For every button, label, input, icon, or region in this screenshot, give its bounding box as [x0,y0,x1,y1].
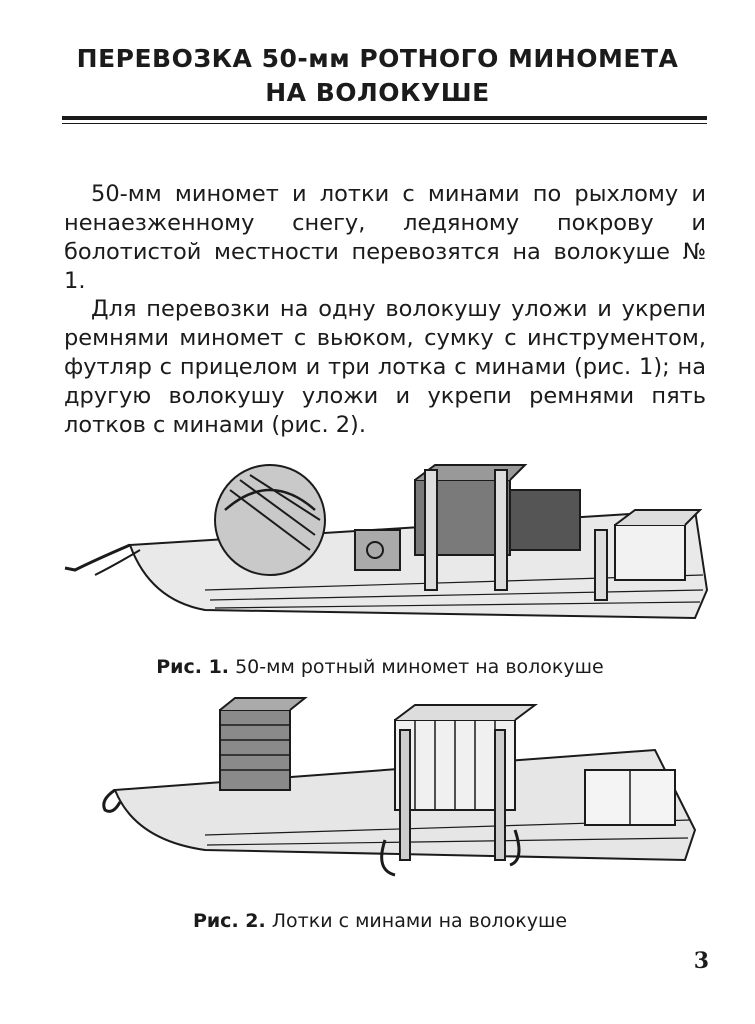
figure-2-label: Рис. 2. [192,910,266,932]
figure-2-caption-text: Лотки с минами на волокуше [271,910,568,932]
figure-1-caption [60,656,700,678]
title-rule-thick [62,116,707,120]
figure-2-caption [60,910,700,932]
body-paragraph-2: Для перевозки на одну волокушу уложи и укрепи ремнями миномет с вьюком, сумку с инструментом, футляр с прицелом и три лотка с минами (рис. 1); на другую волокушу уложи и укрепи ремнями пять лотков с минами (рис. 2). [64,296,706,438]
body-paragraph-1: 50-мм миномет и лотки с минами по рыхлому и ненаезженному снегу, ледяному покрову и болотистой местности перевозятся на волокуше № 1. [64,181,706,294]
page-number: 3 [693,948,709,974]
figure-1-label: Рис. 1. [156,656,230,678]
figure-1-caption-text: 50-мм ротный миномет на волокуше [235,656,604,678]
title-line-2: НА ВОЛОКУШЕ [265,78,490,107]
figure-1-mortar-sled-illustration [55,450,715,650]
title-rule-thin [62,123,707,124]
page-title [60,42,695,110]
title-line-1: ПЕРЕВОЗКА 50-мм РОТНОГО МИНОМЕТА [76,44,679,73]
figure-2-ammo-trays-sled-illustration [55,690,715,900]
